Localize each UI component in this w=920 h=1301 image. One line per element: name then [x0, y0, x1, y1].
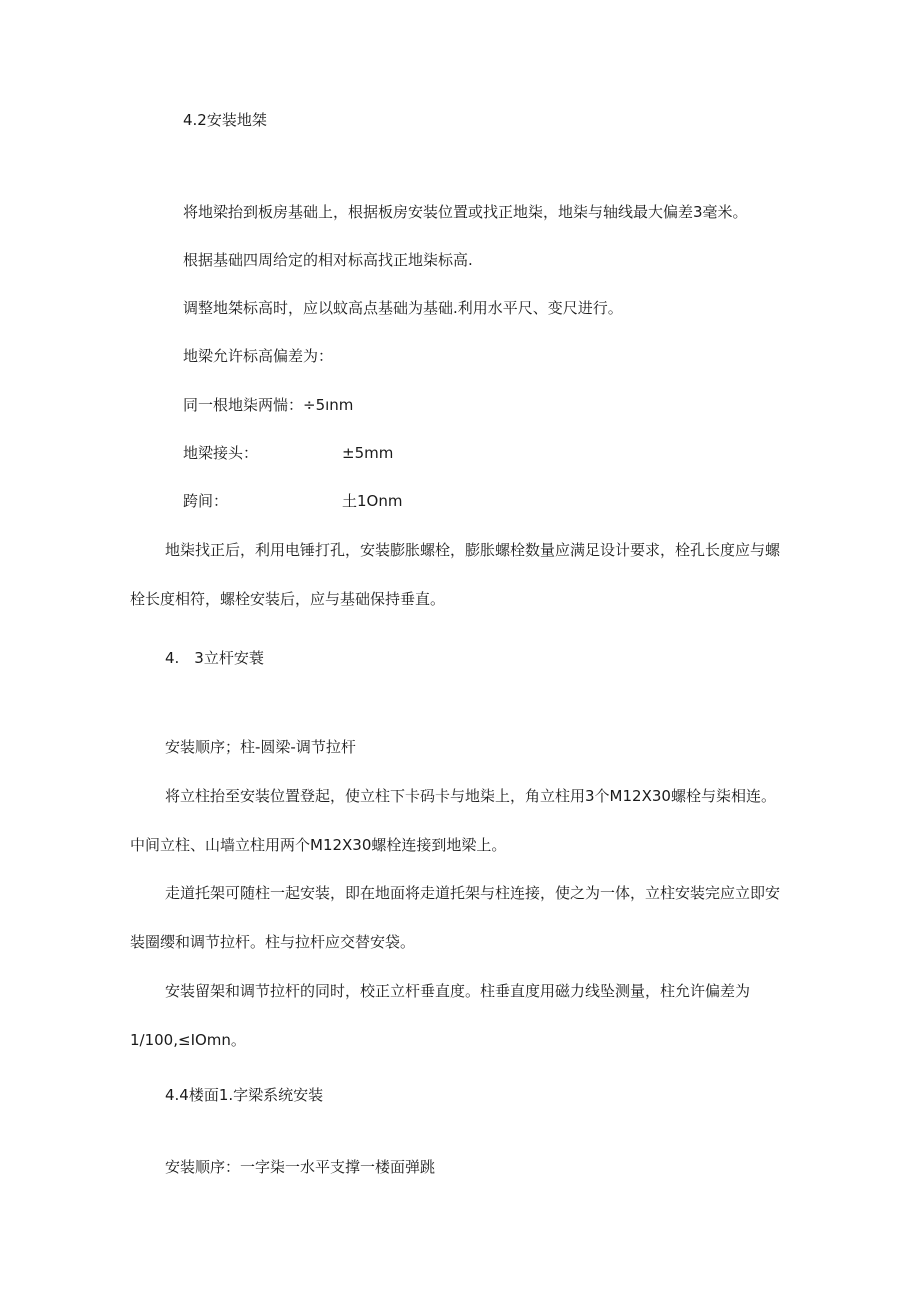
section-heading-4-3: 4. 3立杆安蓑 [165, 649, 264, 667]
paragraph-line: 安装留架和调节拉杆的同时，校正立杆垂直度。柱垂直度用磁力线坠测量，柱允许偏差为 [165, 982, 751, 1000]
paragraph-line: 1∕100,≤IOmn。 [130, 1031, 246, 1049]
paragraph-line: 中间立柱、山墙立柱用两个M12X30螺栓连接到地梁上。 [130, 836, 507, 854]
paragraph-line: 地梁允许标高偏差为： [183, 347, 334, 365]
section-heading-4-2: 4.2安装地桀 [183, 111, 267, 129]
tolerance-label: 地梁接头： [183, 444, 259, 462]
tolerance-label: 跨间： [183, 492, 229, 510]
paragraph-line: 安装顺序；柱-圆梁-调节拉杆 [165, 738, 356, 756]
tolerance-value: ±5mm [342, 444, 394, 462]
section-heading-4-4: 4.4楼面1.字梁系统安装 [165, 1086, 324, 1104]
paragraph-line: 将地梁抬到板房基础上，根据板房安装位置或找正地柒，地柒与轴线最大偏差3毫米。 [183, 203, 748, 221]
paragraph-line: 调整地桀标高时，应以蚊高点基础为基础.利用水平尺、变尺进行。 [183, 299, 623, 317]
paragraph-line: 地柒找正后，利用电锤打孔，安装膨胀螺栓，膨胀螺栓数量应满足设计要求，栓孔长度应与螺 [165, 541, 781, 559]
tolerance-label: 同一根地柒两惴：÷5ınm [183, 396, 354, 414]
paragraph-line: 根据基础四周给定的相对标高找正地柒标高. [183, 251, 473, 269]
paragraph-line: 栓长度相符，螺栓安装后，应与基础保持垂直。 [130, 590, 446, 608]
paragraph-line: 安装顺序：一字柒一水平支撑一楼面弹跳 [165, 1158, 436, 1176]
paragraph-line: 装圈缨和调节拉杆。柱与拉杆应交替安袋。 [130, 933, 416, 951]
tolerance-value: 土1Onm [342, 492, 403, 510]
paragraph-line: 将立柱抬至安装位置登起，使立柱下卡码卡与地柒上，角立柱用3个M12X30螺栓与柒相连。 [165, 787, 776, 805]
paragraph-line: 走道托架可随柱一起安装，即在地面将走道托架与柱连接，使之为一体，立柱安装完应立即安 [165, 884, 781, 902]
